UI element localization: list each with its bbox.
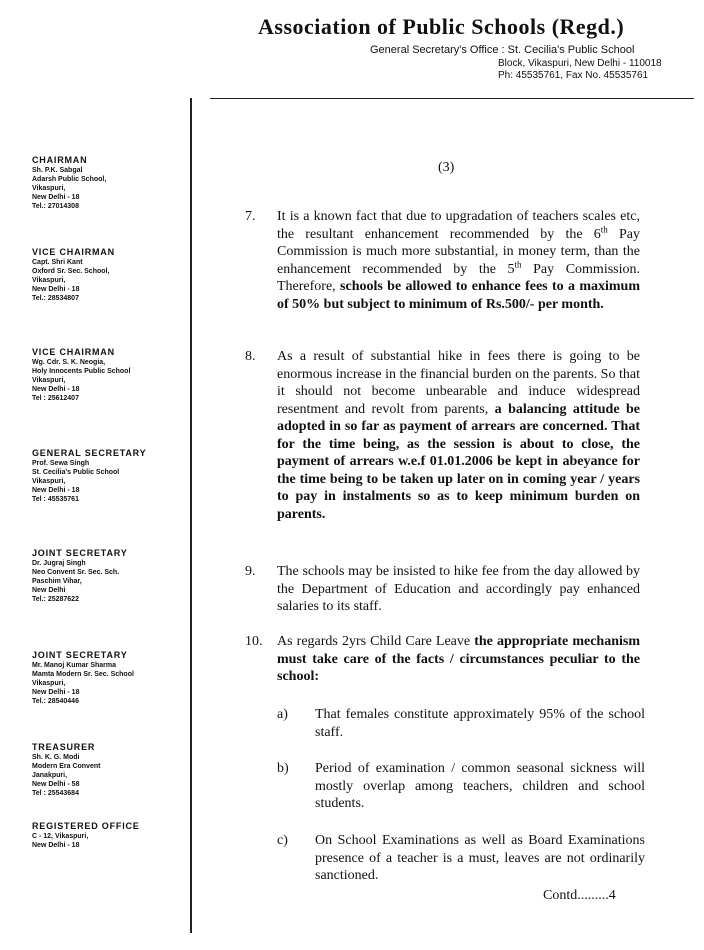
officer-treasurer xyxy=(32,742,182,798)
officer-line: Janakpuri, xyxy=(32,772,68,779)
paragraph-number: 8. xyxy=(245,349,256,364)
officer-line: New Delhi - 18 xyxy=(32,194,80,201)
officer-line: Oxford Sr. Sec. School, xyxy=(32,268,110,275)
officer-line: New Delhi - 18 xyxy=(32,689,80,696)
officer-line: Modern Era Convent xyxy=(32,763,101,770)
officer-line: Tel : 25612407 xyxy=(32,395,79,402)
subitem-label: c) xyxy=(277,833,288,848)
officer-line: Tel.: 25287622 xyxy=(32,596,79,603)
paragraph-7 xyxy=(245,208,640,313)
bold-text-run: schools be allowed to enhance fees to a maximum of 50% but subject to minimum of Rs.500/- per month. xyxy=(277,279,640,312)
text-run: As a result of substantial hike in fees there is going to be enormous increase in the financial burden on the parents. So that it should not become unbearable and induce widespread resentment and revolt from parents, xyxy=(277,349,640,417)
registered-office xyxy=(32,821,182,850)
paragraph-10 xyxy=(245,633,640,686)
officer-line: Holy Innocents Public School xyxy=(32,368,131,375)
letterhead-office-line: General Secretary's Office : St. Cecilia's Public School xyxy=(370,44,635,56)
officer-line: Tel.: 28540446 xyxy=(32,698,79,705)
letterhead-phone-line: Ph: 45535761, Fax No. 45535761 xyxy=(498,70,649,81)
officer-line: C - 12, Vikaspuri, xyxy=(32,833,89,840)
subitem-text: Period of examination / common seasonal sickness will mostly overlap among teachers, children and school students. xyxy=(315,761,645,811)
officer-line: Prof. Sewa Singh xyxy=(32,460,90,467)
officer-line: Vikaspuri, xyxy=(32,478,66,485)
officer-line: New Delhi - 18 xyxy=(32,842,80,849)
paragraph-text: The schools may be insisted to hike fee from the day allowed by the Department of Education and accordingly pay enhanced salaries to its staff. xyxy=(277,564,640,614)
officer-joint-secretary-2 xyxy=(32,650,182,706)
officer-line: Vikaspuri, xyxy=(32,377,66,384)
text-run: Pay Commission. Therefore, xyxy=(277,261,641,294)
paragraph-8 xyxy=(245,348,640,523)
officer-role: VICE CHAIRMAN xyxy=(32,347,115,357)
officer-general-secretary xyxy=(32,448,182,504)
subitem-label: a) xyxy=(277,707,288,722)
subitem-label: b) xyxy=(277,761,289,776)
officer-line: Tel.: 28534807 xyxy=(32,295,79,302)
paragraph-text xyxy=(277,633,640,686)
officer-role: CHAIRMAN xyxy=(32,155,88,165)
officer-line: Mr. Manoj Kumar Sharma xyxy=(32,662,117,669)
subitem-a xyxy=(277,706,645,741)
paragraph-number: 10. xyxy=(245,634,263,649)
continued-note: Contd.........4 xyxy=(543,888,616,903)
officer-line: Dr. Jugraj Singh xyxy=(32,560,86,567)
officer-line: New Delhi - 18 xyxy=(32,386,80,393)
officer-line: Neo Convent Sr. Sec. Sch. xyxy=(32,569,120,576)
officer-line: St. Cecilia's Public School xyxy=(32,469,120,476)
officer-line: Vikaspuri, xyxy=(32,680,66,687)
officer-role: REGISTERED OFFICE xyxy=(32,821,140,831)
subitem-text: That females constitute approximately 95% of the school staff. xyxy=(315,707,645,740)
officer-role: JOINT SECRETARY xyxy=(32,650,128,660)
officer-line: New Delhi - 58 xyxy=(32,781,80,788)
paragraph-text xyxy=(277,348,640,523)
officer-vice-chairman-2 xyxy=(32,347,182,403)
officer-line: Wg. Cdr. S. K. Neogia, xyxy=(32,359,106,366)
officer-line: Tel.: 27014308 xyxy=(32,203,79,210)
paragraph-number: 7. xyxy=(245,209,256,224)
officer-role: TREASURER xyxy=(32,742,96,752)
text-run: It is a known fact that due to upgradation of teachers scales etc, the resultant enhancement recommended by the 6 xyxy=(277,209,640,242)
officer-joint-secretary-1 xyxy=(32,548,182,604)
text-run: Pay Commission is much more substantial, in money term, than the enhancement recommended by the 5 xyxy=(277,226,640,277)
officer-role: JOINT SECRETARY xyxy=(32,548,128,558)
officer-line: New Delhi - 18 xyxy=(32,487,80,494)
letterhead-title: Association of Public Schools (Regd.) xyxy=(258,14,625,39)
officer-role: GENERAL SECRETARY xyxy=(32,448,147,458)
officer-line: Capt. Shri Kant xyxy=(32,259,83,266)
officer-line: New Delhi xyxy=(32,587,66,594)
paragraph-number: 9. xyxy=(245,564,256,579)
sidebar-divider xyxy=(190,98,192,933)
officer-line: Sh. K. G. Modi xyxy=(32,754,80,761)
subitem-text: On School Examinations as well as Board Examinations presence of a teacher is a must, leaves are not ordinarily sanctioned. xyxy=(315,833,645,883)
bold-text-run: a balancing attitude be adopted in so far as payment of arrears are concerned. That for the time being, as the session is about to close, the payment of arrears w.e.f 01.01.2006 be kept in abeyance for the time being to be taken up later on in coming year / years to pay in instalments so as to keep minimum burden on parents. xyxy=(277,401,640,522)
officer-line: Mamta Modern Sr. Sec. School xyxy=(32,671,134,678)
superscript: th xyxy=(600,223,608,234)
letterhead xyxy=(0,0,704,100)
officer-line: Vikaspuri, xyxy=(32,277,66,284)
officer-line: Sh. P.K. Sabgal xyxy=(32,167,83,174)
superscript: th xyxy=(514,258,522,269)
officer-chairman xyxy=(32,155,182,211)
subitem-b xyxy=(277,760,645,813)
officer-line: Paschim Vihar, xyxy=(32,578,82,585)
officer-line: Tel : 25543684 xyxy=(32,790,79,797)
letterhead-address-line: Block, Vikaspuri, New Delhi - 110018 xyxy=(498,58,662,69)
paragraph-9 xyxy=(245,563,640,616)
bold-text-run: the appropriate mechanism must take care of the facts / circumstances peculiar to the school: xyxy=(277,634,641,684)
officer-line: Adarsh Public School, xyxy=(32,176,107,183)
text-run: As regards 2yrs Child Care Leave xyxy=(277,634,475,649)
officer-line: Tel : 45535761 xyxy=(32,496,79,503)
officer-vice-chairman-1 xyxy=(32,247,182,303)
letterhead-divider xyxy=(210,98,694,99)
paragraph-text xyxy=(277,208,640,313)
page-number: (3) xyxy=(438,160,455,175)
officer-role: VICE CHAIRMAN xyxy=(32,247,115,257)
officer-line: Vikaspuri, xyxy=(32,185,66,192)
officer-line: New Delhi - 18 xyxy=(32,286,80,293)
subitem-c xyxy=(277,832,645,885)
